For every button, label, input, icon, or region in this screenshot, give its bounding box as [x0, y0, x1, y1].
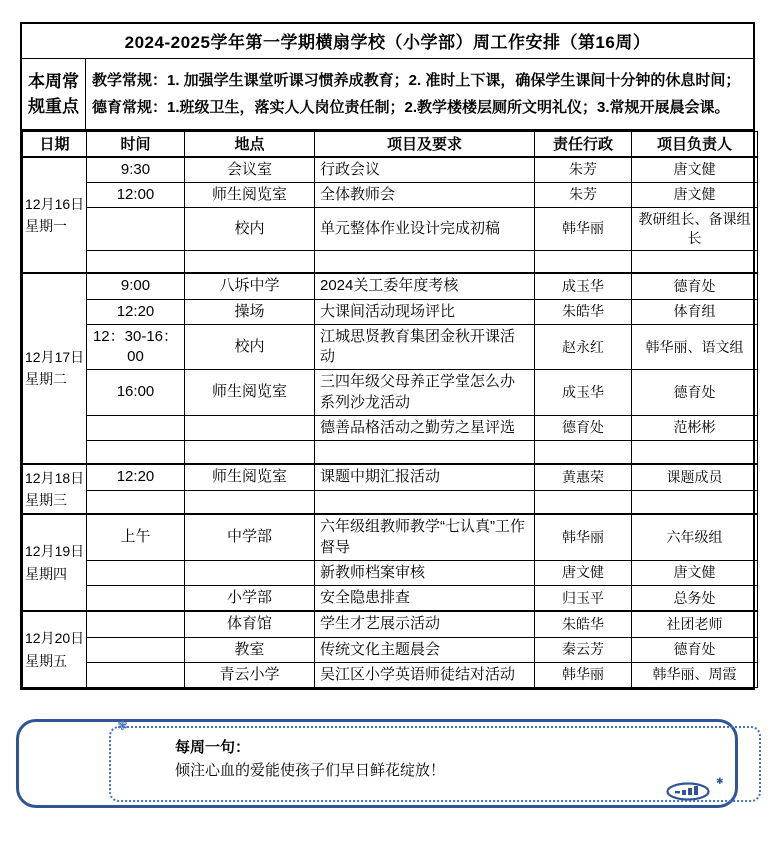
- date-text: 12月20日: [25, 630, 85, 647]
- leader-cell: [632, 250, 758, 273]
- focus-line-2: 德育常规：1.班级卫生，落实人人岗位责任制；2.教学楼楼层厕所文明礼仪；3.常规开展晨会课。: [92, 99, 730, 116]
- date-cell: [23, 514, 87, 611]
- leader-cell: [632, 490, 758, 514]
- place-cell: 操场: [185, 299, 315, 324]
- admin-cell: 德育处: [535, 415, 632, 440]
- schedule-row: [23, 324, 758, 370]
- leader-cell: 教研组长、备课组长: [632, 208, 758, 251]
- project-cell: 全体教师会: [315, 182, 535, 207]
- time-cell: 16:00: [87, 370, 185, 416]
- admin-cell: 韩华丽: [535, 514, 632, 560]
- col-header-leader: 项目负责人: [632, 132, 758, 157]
- time-cell: 12:20: [87, 464, 185, 491]
- place-cell: 教室: [185, 637, 315, 662]
- weekday-text: 星期一: [25, 217, 67, 234]
- project-cell: 安全隐患排查: [315, 586, 535, 612]
- leader-cell: 范彬彬: [632, 415, 758, 440]
- leader-cell: 德育处: [632, 637, 758, 662]
- admin-cell: 归玉平: [535, 586, 632, 612]
- col-header-project: 项目及要求: [315, 132, 535, 157]
- place-cell: 八坼中学: [185, 273, 315, 299]
- leader-cell: 六年级组: [632, 514, 758, 560]
- date-cell: [23, 464, 87, 515]
- time-cell: [87, 560, 185, 585]
- schedule-row: [23, 560, 758, 585]
- admin-cell: 成玉华: [535, 370, 632, 416]
- admin-cell: 朱芳: [535, 157, 632, 183]
- admin-cell: 朱芳: [535, 182, 632, 207]
- gear-icon: ✱: [716, 776, 724, 786]
- time-cell: 12：30-16：00: [87, 324, 185, 370]
- leader-cell: 课题成员: [632, 464, 758, 491]
- time-cell: [87, 415, 185, 440]
- date-cell: [23, 611, 87, 687]
- weekday-text: 星期三: [25, 491, 67, 508]
- weekly-focus-section: [22, 59, 753, 131]
- leader-cell: 韩华丽、周霞: [632, 662, 758, 687]
- project-cell: 2024关工委年度考核: [315, 273, 535, 299]
- project-cell: 单元整体作业设计完成初稿: [315, 208, 535, 251]
- schedule-row: [23, 611, 758, 637]
- weekday-text: 星期二: [25, 371, 67, 388]
- schedule-row: [23, 182, 758, 207]
- schedule-table-frame: [20, 22, 755, 690]
- admin-cell: [535, 441, 632, 464]
- place-cell: [185, 560, 315, 585]
- schedule-row: [23, 415, 758, 440]
- weekly-focus-label: 本周常规重点: [22, 59, 86, 129]
- leader-cell: [632, 441, 758, 464]
- leader-cell: 体育组: [632, 299, 758, 324]
- project-cell: 行政会议: [315, 157, 535, 183]
- place-cell: 师生阅览室: [185, 182, 315, 207]
- schedule-row: [23, 586, 758, 612]
- project-cell: 新教师档案审核: [315, 560, 535, 585]
- schedule-row: [23, 370, 758, 416]
- admin-cell: 朱皓华: [535, 299, 632, 324]
- time-cell: [87, 637, 185, 662]
- place-cell: 师生阅览室: [185, 464, 315, 491]
- place-cell: [185, 441, 315, 464]
- date-cell: [23, 273, 87, 463]
- time-cell: 12:20: [87, 299, 185, 324]
- schedule-row: [23, 464, 758, 491]
- leader-cell: 唐文健: [632, 157, 758, 183]
- date-text: 12月16日: [25, 195, 85, 212]
- bar-chart-bubble-icon: [665, 782, 711, 806]
- place-cell: [185, 250, 315, 273]
- leader-cell: 唐文健: [632, 560, 758, 585]
- place-cell: 会议室: [185, 157, 315, 183]
- place-cell: 青云小学: [185, 662, 315, 687]
- admin-cell: 成玉华: [535, 273, 632, 299]
- place-cell: 体育馆: [185, 611, 315, 637]
- admin-cell: 朱皓华: [535, 611, 632, 637]
- time-cell: [87, 586, 185, 612]
- weekday-text: 星期五: [25, 652, 67, 669]
- schedule-row: [23, 299, 758, 324]
- weekly-quote-bubble: [16, 719, 738, 808]
- schedule-row: [23, 514, 758, 560]
- project-cell: [315, 441, 535, 464]
- admin-cell: [535, 490, 632, 514]
- quote-text: 倾注心血的爱能使孩子们早日鲜花绽放！: [175, 762, 446, 779]
- time-cell: [87, 490, 185, 514]
- leader-cell: 韩华丽、语文组: [632, 324, 758, 370]
- place-cell: [185, 415, 315, 440]
- schedule-row: [23, 273, 758, 299]
- quote-text-block: [175, 736, 445, 782]
- flower-icon: ❃: [117, 718, 128, 733]
- col-header-date: 日期: [23, 132, 87, 157]
- schedule-body: [23, 157, 758, 688]
- date-cell: [23, 157, 87, 274]
- leader-cell: 德育处: [632, 273, 758, 299]
- project-cell: [315, 250, 535, 273]
- header-row: [23, 132, 758, 157]
- schedule-row: [23, 208, 758, 251]
- place-cell: 校内: [185, 208, 315, 251]
- schedule-row: [23, 490, 758, 514]
- place-cell: 师生阅览室: [185, 370, 315, 416]
- place-cell: 校内: [185, 324, 315, 370]
- admin-cell: 唐文健: [535, 560, 632, 585]
- date-text: 12月19日: [25, 543, 85, 560]
- date-text: 12月18日: [25, 469, 85, 486]
- leader-cell: 总务处: [632, 586, 758, 612]
- project-cell: 德善品格活动之勤劳之星评选: [315, 415, 535, 440]
- leader-cell: 唐文健: [632, 182, 758, 207]
- quote-label: 每周一句：: [175, 739, 251, 756]
- project-cell: 三四年级父母养正学堂怎么办系列沙龙活动: [315, 370, 535, 416]
- place-cell: [185, 490, 315, 514]
- schedule-row: [23, 441, 758, 464]
- schedule-row: [23, 250, 758, 273]
- time-cell: [87, 441, 185, 464]
- admin-cell: 韩华丽: [535, 662, 632, 687]
- admin-cell: [535, 250, 632, 273]
- time-cell: 9:30: [87, 157, 185, 183]
- admin-cell: 赵永红: [535, 324, 632, 370]
- focus-line-1: 教学常规：1. 加强学生课堂听课习惯养成教育；2. 准时上下课，确保学生课间十分钟的休息时间；: [92, 72, 741, 89]
- project-cell: 学生才艺展示活动: [315, 611, 535, 637]
- admin-cell: 秦云芳: [535, 637, 632, 662]
- leader-cell: 德育处: [632, 370, 758, 416]
- admin-cell: 黄惠荣: [535, 464, 632, 491]
- project-cell: 吴江区小学英语师徒结对活动: [315, 662, 535, 687]
- time-cell: [87, 208, 185, 251]
- schedule-row: [23, 157, 758, 183]
- time-cell: [87, 611, 185, 637]
- date-text: 12月17日: [25, 349, 85, 366]
- place-cell: 中学部: [185, 514, 315, 560]
- schedule-row: [23, 662, 758, 687]
- admin-cell: 韩华丽: [535, 208, 632, 251]
- project-cell: 江城思贤教育集团金秋开课活动: [315, 324, 535, 370]
- time-cell: 12:00: [87, 182, 185, 207]
- time-cell: [87, 250, 185, 273]
- place-cell: 小学部: [185, 586, 315, 612]
- col-header-place: 地点: [185, 132, 315, 157]
- col-header-admin: 责任行政: [535, 132, 632, 157]
- time-cell: 9:00: [87, 273, 185, 299]
- time-cell: [87, 662, 185, 687]
- project-cell: 课题中期汇报活动: [315, 464, 535, 491]
- weekly-focus-text: [86, 59, 753, 129]
- project-cell: [315, 490, 535, 514]
- project-cell: 六年级组教师教学“七认真”工作督导: [315, 514, 535, 560]
- project-cell: 大课间活动现场评比: [315, 299, 535, 324]
- weekday-text: 星期四: [25, 565, 67, 582]
- schedule-row: [23, 637, 758, 662]
- schedule-table: [22, 131, 758, 688]
- col-header-time: 时间: [87, 132, 185, 157]
- leader-cell: 社团老师: [632, 611, 758, 637]
- time-cell: 上午: [87, 514, 185, 560]
- project-cell: 传统文化主题晨会: [315, 637, 535, 662]
- page-title: 2024-2025学年第一学期横扇学校（小学部）周工作安排（第16周）: [22, 24, 753, 59]
